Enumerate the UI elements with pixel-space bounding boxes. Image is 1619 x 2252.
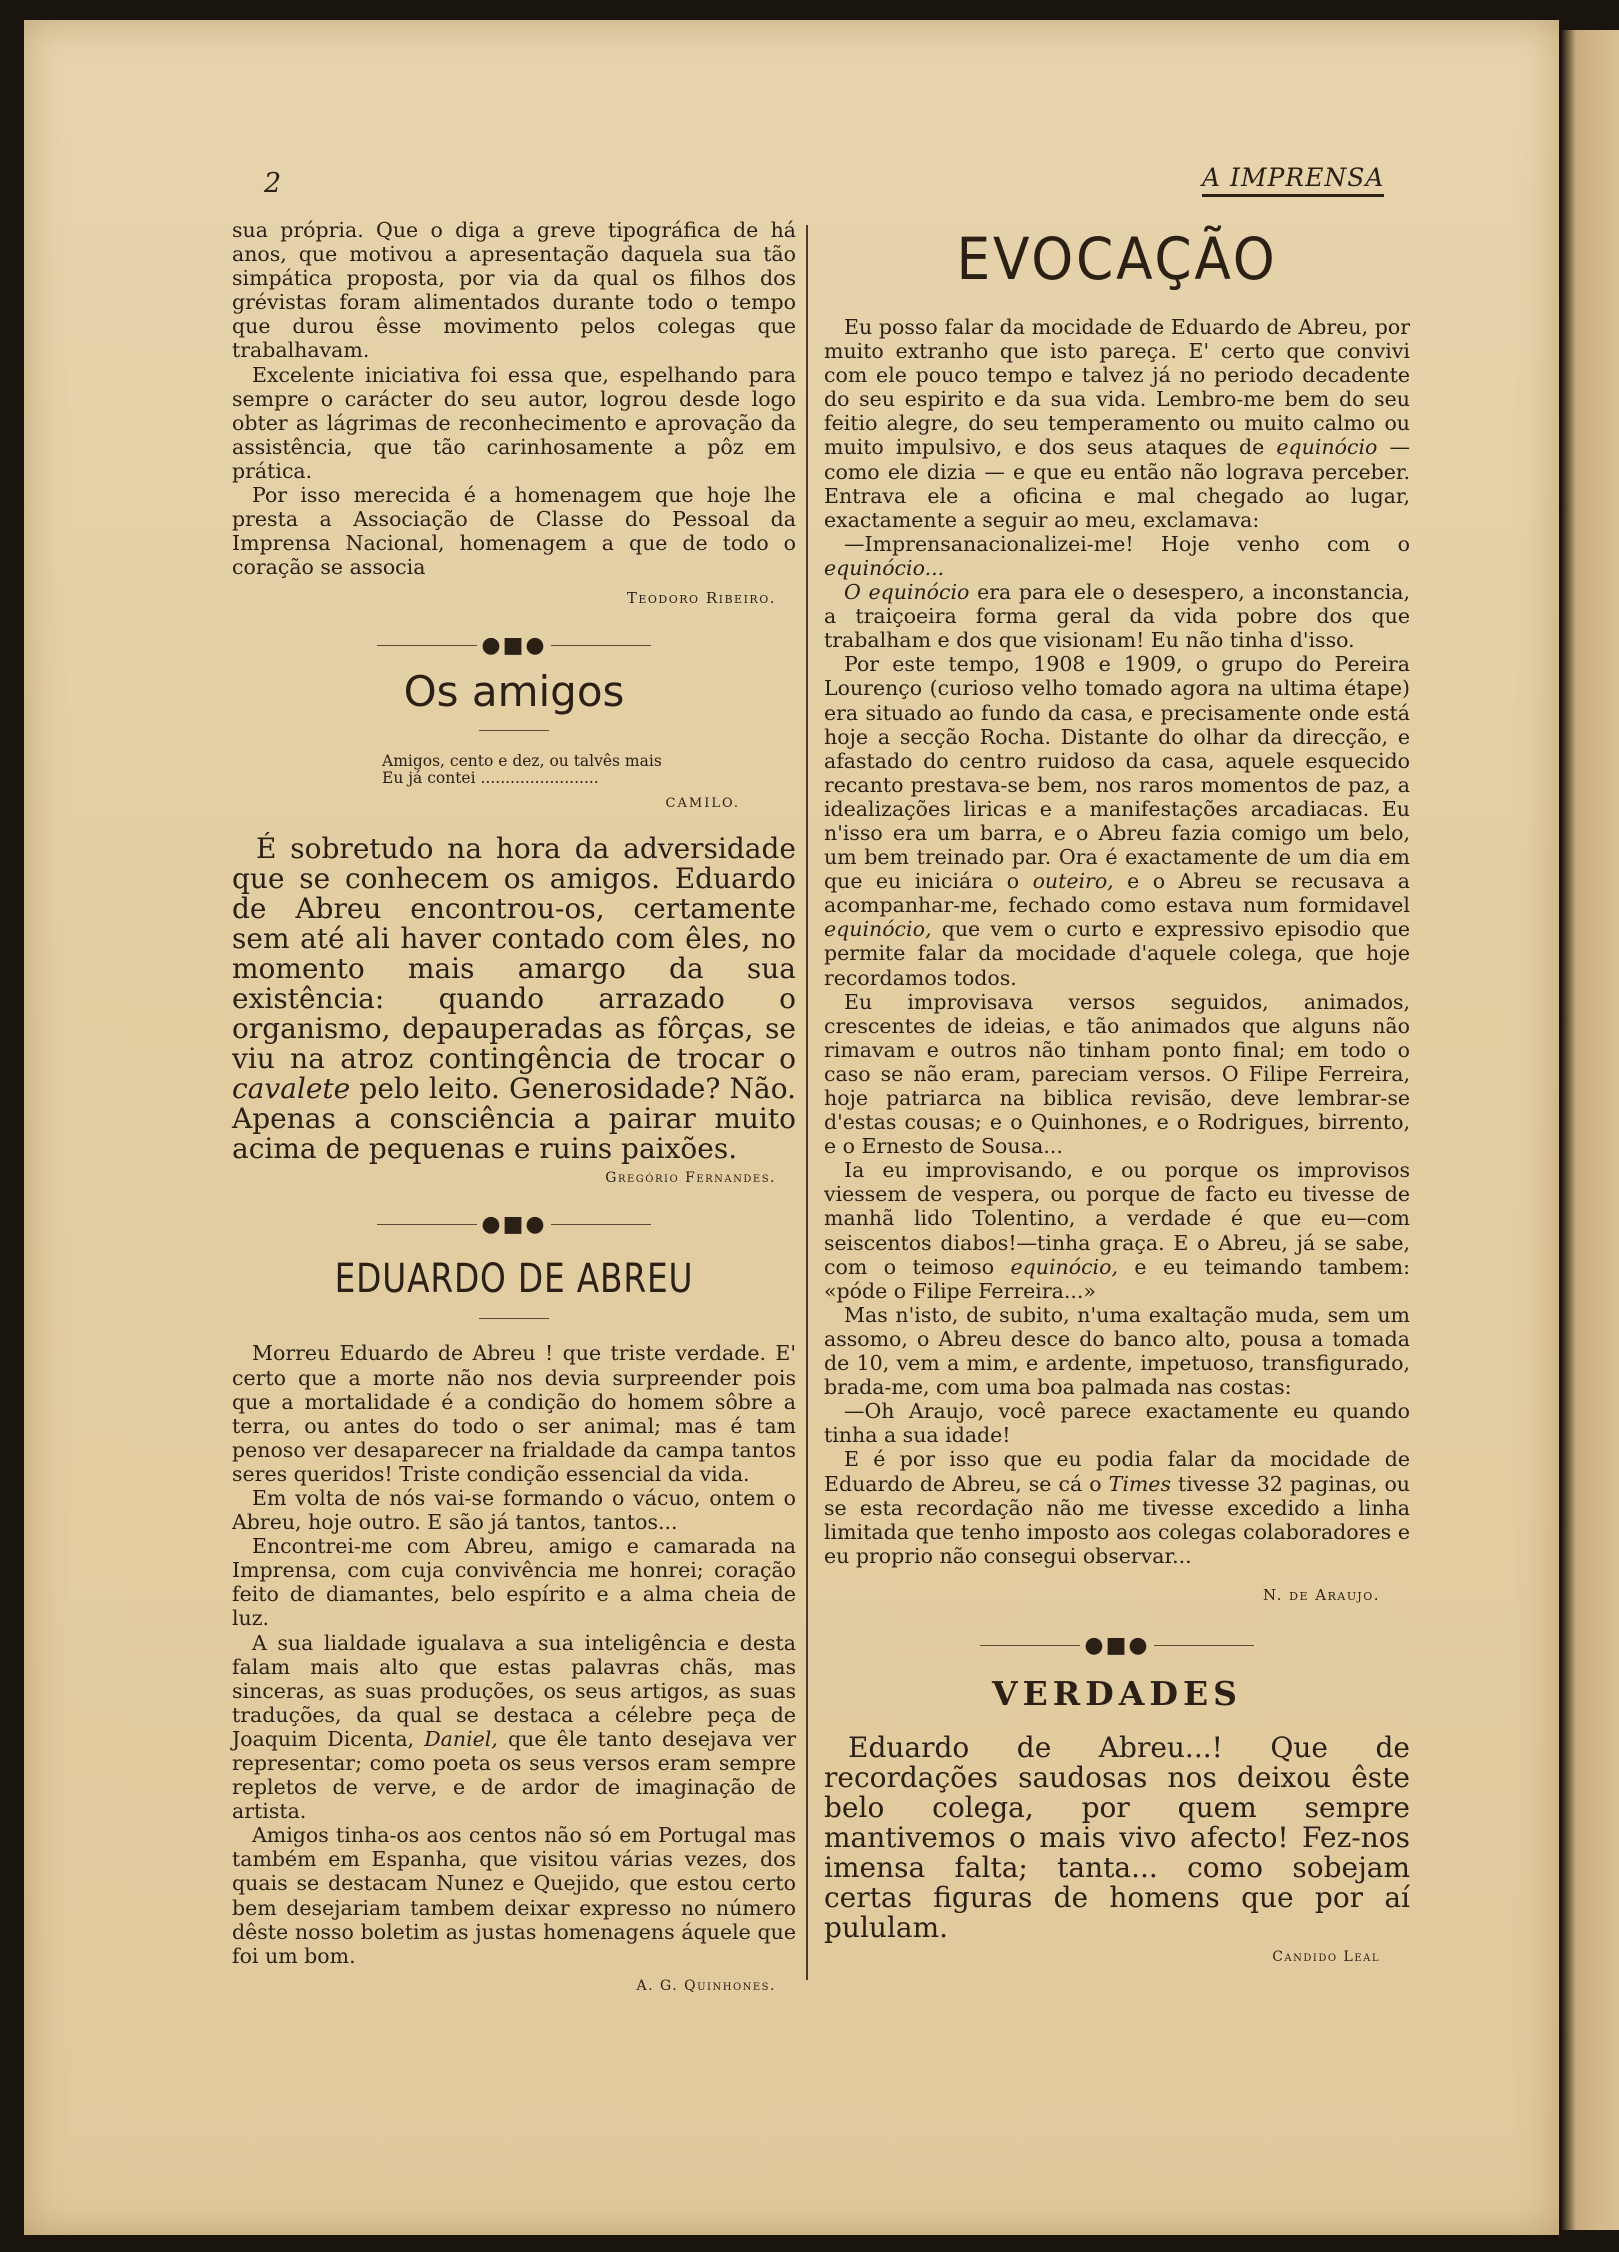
paragraph xyxy=(824,1447,1410,1567)
signature: N. de Araujo. xyxy=(1262,1585,1380,1604)
text-italic: equinócio xyxy=(1276,435,1378,460)
text-italic: equinócio, xyxy=(1010,1254,1118,1279)
intro-article xyxy=(232,218,796,579)
text: — como ele dizia — e que eu então não lograva perceber. Entrava ele a oficina e mal chegado ao lugar, exactamente a seguir ao meu, exclamava: xyxy=(824,435,1410,532)
text: que êle tanto desejava ver representar; como poeta os seus versos eram sempre repletos de verve, e de ardor de imaginação de artista. xyxy=(232,1726,797,1824)
amigos-text xyxy=(232,834,796,1164)
text: que vem o curto e expressivo episodio que permite falar da mocidade d'aquele colega, que hoje recordamos todos. xyxy=(824,917,1410,990)
text-italic: Times xyxy=(1108,1471,1171,1496)
text: Eu posso falar da mocidade de Eduardo de Abreu, por muito extranho que isto pareça. E' certo que convivi com ele pouco tempo e talvez já no periodo decadente do seu espirito e da sua vida. Lembro-me bem do seu feitio alegre, do seu temperamento ou muito calmo ou muito impulsivo, e dos seus ataques de xyxy=(824,315,1410,460)
title-rule xyxy=(479,730,549,731)
text: E é por isso que eu podia falar da mocidade de Eduardo de Abreu, se cá o xyxy=(824,1447,1410,1496)
signature: Teodoro Ribeiro. xyxy=(626,589,776,608)
ornament-divider xyxy=(232,1212,796,1236)
text-italic: outeiro, xyxy=(1032,869,1114,894)
paragraph: Amigos tinha-os aos centos não só em Portugal mas também em Espanha, que visitou várias vezes, dos quais se destacam Nunez e Quejido, que estou certo bem desejariam tambem deixar expresso no número dêste nosso boletim as justas homenagens áquele que foi um bom. xyxy=(232,1823,796,1968)
paragraph: sua própria. Que o diga a greve tipográfica de há anos, que motivou a apresentação daquela sua tão simpática proposta, por via da qual os filhos dos grévistas foram alimentados durante todo o tempo que durou êsse movimento pelos colegas que trabalhavam. xyxy=(232,218,796,363)
paragraph: Por isso merecida é a homenagem que hoje lhe presta a Associação de Classe do Pessoal da Imprensa Nacional, homenagem a que de todo o coração se associa xyxy=(232,483,796,580)
text: tivesse 32 paginas, ou se esta recordação não me tivesse excedido a linha limitada que tenho imposto aos colegas colaboradores e eu proprio não consegui observar... xyxy=(824,1471,1410,1568)
text: Ia eu improvisando, e ou porque os improvisos viessem de vespera, ou porque de facto eu tivesse de manhã lido Tolentino, a verdade é que eu—com seiscentos diabos!—tinha graça. E o Abreu, já se sabe, com o teimoso xyxy=(824,1158,1410,1279)
paragraph xyxy=(824,652,1410,989)
text: e eu teimando tambem: «póde o Filipe Ferreira...» xyxy=(824,1254,1410,1303)
text-italic: equinócio... xyxy=(824,555,945,580)
signature: Candido Leal xyxy=(1272,1948,1380,1965)
text: Por este tempo, 1908 e 1909, o grupo do Pereira Lourenço (curioso velho tomado agora na ultima étape) era situado ao fundo da casa, e precisamente onde está hoje a secção Rocha. Distante do olhar da direcção, e afastado do centro ruidoso da casa, aquele esquecido recanto prestava-se bem, nos raros momentos de paz, a idealizações liricas e a manifestações arcadiacas. Eu n'isso era um barra, e o Abreu fazia comigo um belo, um bem treinado par. Ora é exactamente de um dia em que eu iniciára o xyxy=(824,652,1410,894)
paragraph: Mas n'isto, de subito, n'uma exaltação muda, sem um assomo, o Abreu desce do banco alto, pousa a tomada de 10, vem a mim, e ardente, impetuoso, transfigurado, brada-me, com uma boa palmada nas costas: xyxy=(824,1302,1410,1400)
masthead: A IMPRENSA xyxy=(1202,163,1384,197)
article-title: VERDADES xyxy=(991,1673,1242,1713)
verdades-text xyxy=(824,1730,1410,1944)
paragraph xyxy=(824,580,1410,652)
text: era para ele o desespero, a inconstancia, a traiçoeira forma geral da vida pobre dos que trabalham e dos que visionam! Eu não tinha d'isso. xyxy=(824,580,1410,653)
page-number: 2 xyxy=(264,168,282,199)
article-title: EVOCAÇÃO xyxy=(956,225,1278,293)
column-divider xyxy=(806,225,808,1980)
evocacao-article xyxy=(824,315,1410,1568)
left-column xyxy=(232,218,796,1994)
epigraph xyxy=(382,753,796,812)
text-italic: cavalete xyxy=(232,1072,351,1106)
adjacent-page-edge xyxy=(1562,30,1619,2230)
paragraph xyxy=(824,532,1410,580)
epigraph-author: CAMILO. xyxy=(665,796,740,812)
paragraph xyxy=(824,1158,1410,1303)
ornament-divider xyxy=(232,633,796,657)
paragraph: Encontrei-me com Abreu, amigo e camarada na Imprensa, com cuja convivência me honrei; coração feito de diamantes, belo espírito e a alma cheia de luz. xyxy=(232,1534,796,1631)
article-title: Os amigos xyxy=(403,667,625,717)
epigraph-line: Amigos, cento e dez, ou talvês mais xyxy=(382,752,662,771)
title-rule xyxy=(479,1318,549,1319)
paragraph: —Oh Araujo, você parece exactamente eu quando tinha a sua idade! xyxy=(824,1399,1410,1448)
paragraph xyxy=(824,315,1410,532)
epigraph-line: Eu já contei ........................ xyxy=(382,769,599,788)
ornament-glyph: ●■● xyxy=(481,632,547,658)
text: pelo leito. Generosidade? Não. Apenas a consciência a pairar muito acima de pequenas e ruins paixões. xyxy=(232,1072,796,1166)
paragraph xyxy=(232,1631,796,1824)
text: e o Abreu se recusava a acompanhar-me, fechado como estava num formidavel xyxy=(824,869,1411,918)
signature: A. G. Quinhones. xyxy=(636,1977,776,1994)
text-italic: equinócio, xyxy=(824,917,932,942)
article-title: EDUARDO DE ABREU xyxy=(334,1256,694,1303)
paragraph: Eu improvisava versos seguidos, animados, crescentes de ideias, e tão animados que alguns não rimavam e outros não tinham ponto final; em todo o caso se não eram, pareciam versos. O Filipe Ferreira, hoje patriarca na biblica revisão, deve lembrar-se d'estas cousas; e o Quinhones, e o Rodrigues, birrento, e o Ernesto de Sousa... xyxy=(824,989,1410,1159)
text-italic: Daniel, xyxy=(424,1726,498,1751)
right-column xyxy=(824,225,1410,1965)
signature: Gregório Fernandes. xyxy=(605,1170,776,1187)
eduardo-article xyxy=(232,1341,796,1967)
ornament-glyph: ●■● xyxy=(481,1211,547,1237)
text-italic: O equinócio xyxy=(844,580,970,605)
ornament-divider xyxy=(824,1634,1410,1658)
paragraph: Em volta de nós vai-se formando o vácuo, ontem o Abreu, hoje outro. E são já tantos, tantos... xyxy=(232,1485,796,1535)
text: É sobretudo na hora da adversidade que se conhecem os amigos. Eduardo de Abreu encontrou-os, certamente sem até ali haver contado com êles, no momento mais amargo da sua existência: quando arrazado o organismo, depauperadas as fôrças, se viu na atroz contingência de trocar o xyxy=(232,832,796,1076)
text: —Imprensanacionalizei-me! Hoje venho com o xyxy=(844,531,1410,556)
paragraph: Excelente iniciativa foi essa que, espelhando para sempre o carácter do seu autor, logrou desde logo obter as lágrimas de reconhecimento e aprovação da assistência, que tão carinhosamente a pôz em prática. xyxy=(232,362,796,483)
text: A sua lialdade igualava a sua inteligência e desta falam mais alto que estas palavras chãs, mas sinceras, as suas produções, os seus artigos, as suas traduções, da qual se destaca a célebre peça de Joaquim Dicenta, xyxy=(232,1630,796,1751)
ornament-glyph: ●■● xyxy=(1084,1633,1150,1659)
paragraph: Eduardo de Abreu...! Que de recordações saudosas nos deixou êste belo colega, por quem sempre mantivemos o mais vivo afecto! Fez-nos imensa falta; tanta... como sobejam certas figuras de homens que por aí pululam. xyxy=(824,1730,1410,1944)
newspaper-page xyxy=(24,20,1559,2235)
paragraph: Morreu Eduardo de Abreu ! que triste verdade. E' certo que a morte não nos devia surpreender pois que a mortalidade é a condição do homem sôbre a terra, ou antes do todo o ser animal; mas é tam penoso ver desaparecer na frialdade da campa tantos seres queridos! Triste condição essencial da vida. xyxy=(232,1341,796,1486)
